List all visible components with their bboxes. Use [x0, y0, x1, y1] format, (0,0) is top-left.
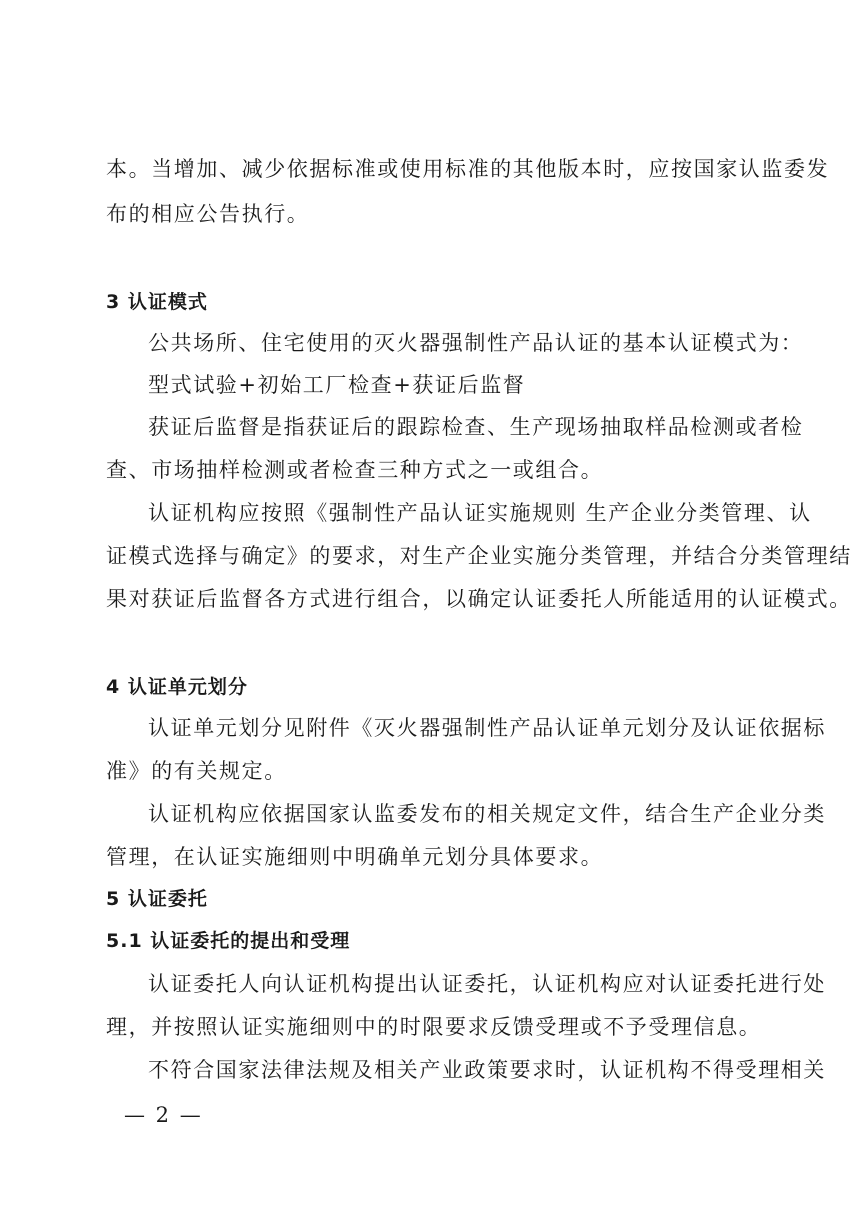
body-line: 认证机构应按照《强制性产品认证实施规则 生产企业分类管理、认: [148, 501, 812, 525]
subsection-heading-5-1: 5.1 认证委托的提出和受理: [106, 930, 351, 952]
body-line: 果对获证后监督各方式进行组合，以确定认证委托人所能适用的认证模式。: [106, 587, 852, 611]
body-line: 认证委托人向认证机构提出认证委托，认证机构应对认证委托进行处: [148, 972, 826, 996]
body-line: 认证机构应依据国家认监委发布的相关规定文件，结合生产企业分类: [148, 802, 826, 826]
body-line: 认证单元划分见附件《灭火器强制性产品认证单元划分及认证依据标: [148, 716, 826, 740]
body-line: 布的相应公告执行。: [106, 202, 310, 226]
section-heading-4: 4 认证单元划分: [106, 676, 248, 698]
body-line: 准》的有关规定。: [106, 759, 287, 783]
body-line: 本。当增加、减少依据标准或使用标准的其他版本时，应按国家认监委发: [106, 157, 830, 181]
page-number: — 2 —: [124, 1103, 203, 1127]
body-line: 证模式选择与确定》的要求，对生产企业实施分类管理，并结合分类管理结: [106, 544, 852, 568]
body-line: 公共场所、住宅使用的灭火器强制性产品认证的基本认证模式为：: [148, 331, 804, 355]
body-line: 获证后监督是指获证后的跟踪检查、生产现场抽取样品检测或者检: [148, 415, 804, 439]
body-line: 管理，在认证实施细则中明确单元划分具体要求。: [106, 845, 604, 869]
section-heading-3: 3 认证模式: [106, 291, 208, 313]
body-line: 型式试验+初始工厂检查+获证后监督: [148, 373, 526, 397]
body-line: 查、市场抽样检测或者检查三种方式之一或组合。: [106, 458, 604, 482]
section-heading-5: 5 认证委托: [106, 888, 208, 910]
body-line: 不符合国家法律法规及相关产业政策要求时，认证机构不得受理相关: [148, 1058, 826, 1082]
body-line: 理，并按照认证实施细则中的时限要求反馈受理或不予受理信息。: [106, 1015, 762, 1039]
